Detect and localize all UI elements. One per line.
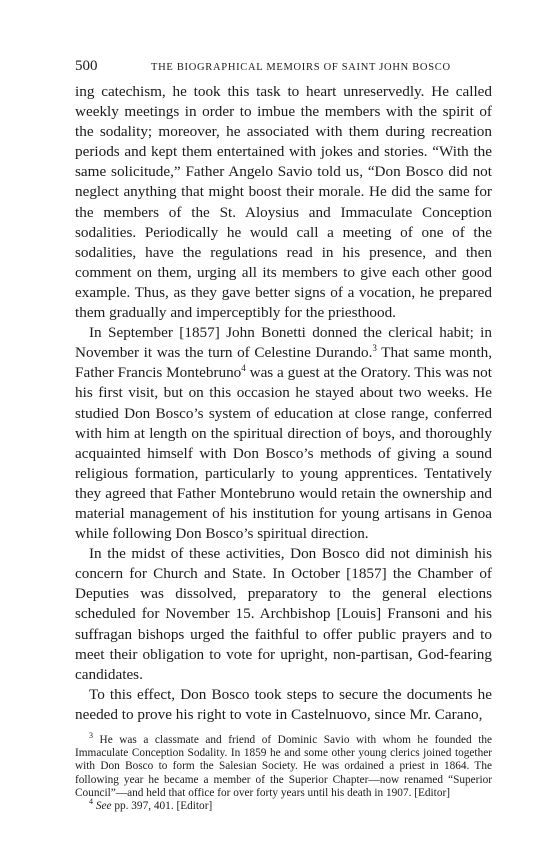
paragraph-1 <box>75 82 492 323</box>
footnote-ref-3: 3 <box>372 343 377 354</box>
running-head <box>75 58 492 76</box>
footnote-ref-4: 4 <box>241 363 246 374</box>
footnote-3-mark: 3 <box>89 731 93 741</box>
footnotes <box>75 731 492 813</box>
paragraph-2-text-c: was a guest at the Oratory. This was not his first visit, but on this occasion he stayed about two weeks. He studied Don Bosco’s system of education at close range, conferred with him at length on the spiritual direction of boys, and thoroughly acquainted himself with Don Bosco’s methods of giving a sound religious formation, particularly to young apprentices. Tentatively they agreed that Father Montebruno would retain the ownership and material management of his institution for young artisans in Genoa while following Don Bosco’s spiritual direction. <box>75 364 492 543</box>
paragraph-1-text: ing catechism, he took this task to heart unreservedly. He called weekly meetings in order to imbue the members with the spirit of the sodality; moreover, he associated with them during recreation periods and kept them entertained with jokes and stories. “With the same solicitude,” Father Angelo Savio told us, “Don Bosco did not neglect anything that might boost their morale. He did the same for the members of the St. Aloysius and Immaculate Conception sodalities. Periodically he would call a meeting of one of the sodalities, have the regulations read in his presence, and then comment on them, urging all its members to give each other good example. Thus, as they gave better signs of a vocation, he prepared them gradually and imperceptibly for the priesthood. <box>75 83 492 322</box>
running-title: THE BIOGRAPHICAL MEMOIRS OF SAINT JOHN BOSCO <box>151 62 451 73</box>
footnote-3 <box>75 731 492 800</box>
paragraph-2-text-a: In September [1857] John Bonetti donned the clerical habit; in November it was the turn of Celestine Durando. <box>75 324 492 362</box>
paragraph-4 <box>75 685 492 725</box>
footnote-4-text: pp. 397, 401. [Editor] <box>111 800 213 813</box>
page-number: 500 <box>75 58 98 74</box>
body-text <box>75 82 492 725</box>
book-page <box>75 58 492 813</box>
footnote-4 <box>75 797 492 813</box>
paragraph-3-text: In the midst of these activities, Don Bosco did not diminish his concern for Church and State. In October [1857] the Chamber of Deputies was dissolved, preparatory to the general elections scheduled for November 15. Archbishop [Louis] Fransoni and his suffragan bishops urged the faithful to offer public prayers and to meet their obligation to vote for upright, non-partisan, God-fearing candidates. <box>75 545 492 683</box>
paragraph-2 <box>75 323 492 544</box>
paragraph-2-text-b: That same month, Father Francis Montebruno <box>75 344 492 382</box>
paragraph-4-text: To this effect, Don Bosco took steps to secure the documents he needed to prove his right to vote in Castelnuovo, since Mr. Carano, <box>75 685 492 723</box>
footnote-4-see: See <box>95 800 112 813</box>
footnote-4-mark: 4 <box>89 797 93 807</box>
paragraph-3 <box>75 544 492 685</box>
footnote-3-text: He was a classmate and friend of Dominic Savio with whom he founded the Immaculate Conception Sodality. In 1859 he and some other young clerics joined together with Don Bosco to form the Salesian Society. He was ordained a priest in 1864. The following year he became a member of the Superior Chapter—now renamed “Superior Council”—and held that office for over forty years until his death in 1907. [Editor] <box>75 734 492 799</box>
